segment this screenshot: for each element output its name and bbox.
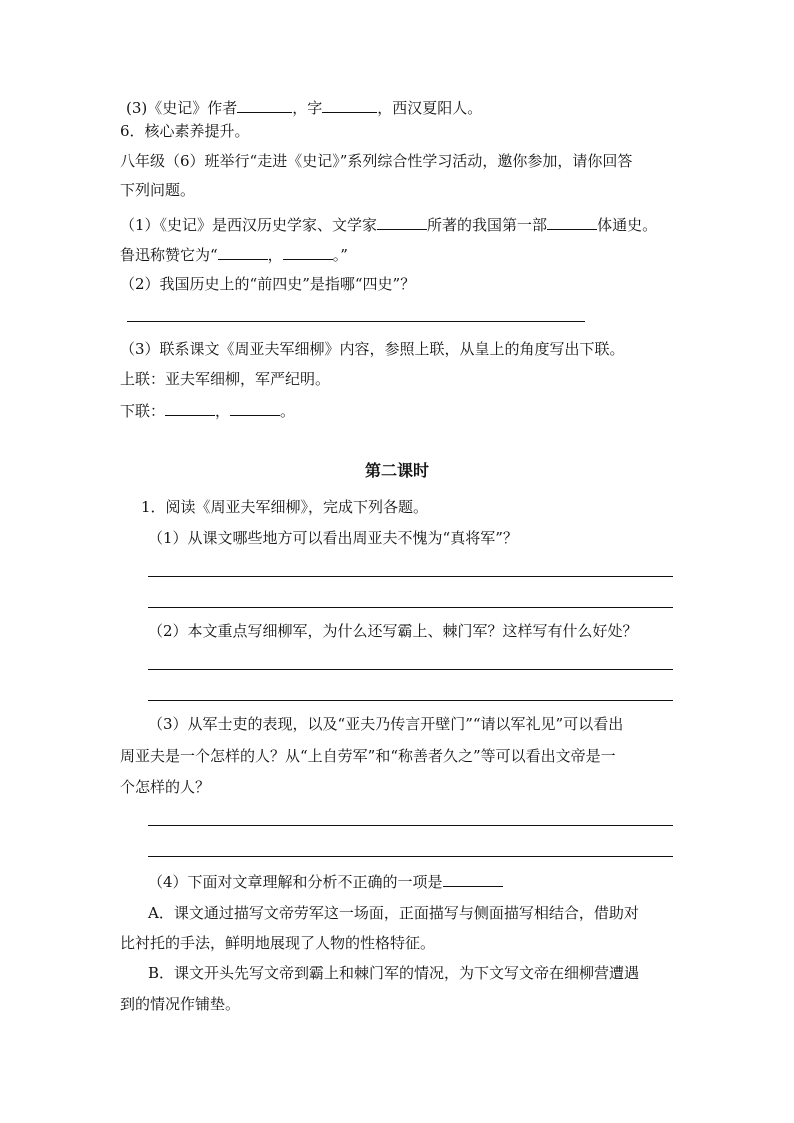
question-text: 所著的我国第一部 bbox=[427, 216, 548, 234]
question-line: （3）从军士吏的表现，以及“亚夫乃传言开壁门”“请以军礼见”可以看出 bbox=[148, 715, 624, 733]
question-text: （1）《史记》是西汉历史学家、文学家 bbox=[120, 216, 378, 234]
question-line: （1）从课文哪些地方可以看出周亚夫不愧为“真将军”？ bbox=[148, 529, 518, 547]
question-line bbox=[148, 870, 503, 892]
answer-line[interactable] bbox=[148, 669, 673, 670]
question-line: （2）我国历史上的“前四史”是指哪“四史”？ bbox=[120, 275, 416, 293]
option-a[interactable]: A．课文通过描写文帝劳军这一场面，正面描写与侧面描写相结合，借助对 bbox=[148, 904, 639, 922]
question-text: ， bbox=[267, 246, 283, 264]
answer-line[interactable] bbox=[148, 856, 673, 857]
answer-blank[interactable] bbox=[377, 213, 427, 230]
option-a-continued: 比衬托的手法，鲜明地展现了人物的性格特征。 bbox=[120, 934, 436, 952]
question-text: 。 bbox=[280, 402, 296, 420]
question-text: ， bbox=[215, 402, 231, 420]
question-line: （3）联系课文《周亚夫军细柳》内容，参照上联，从皇上的角度写出下联。 bbox=[120, 340, 625, 358]
question-heading: 1．阅读《周亚夫军细柳》，完成下列各题。 bbox=[141, 498, 429, 516]
question-line: 周亚夫是一个怎样的人？从“上自劳军”和“称善者久之”等可以看出文帝是一 bbox=[120, 747, 616, 765]
option-b-continued: 到的情况作铺垫。 bbox=[120, 995, 241, 1013]
answer-blank[interactable] bbox=[283, 243, 333, 260]
question-text: (3)《史记》作者 bbox=[126, 99, 238, 117]
question-line bbox=[120, 213, 657, 235]
answer-blank[interactable] bbox=[230, 399, 280, 416]
question-line bbox=[120, 399, 295, 421]
question-line bbox=[126, 96, 482, 118]
question-heading: 6．核心素养提升。 bbox=[120, 122, 250, 140]
answer-line[interactable] bbox=[148, 825, 673, 826]
answer-line[interactable] bbox=[127, 321, 585, 322]
intro-text: 八年级（6）班举行“走进《史记》”系列综合性学习活动，邀你参加，请你回答 bbox=[120, 152, 633, 170]
answer-blank[interactable] bbox=[443, 870, 503, 887]
upper-couplet: 上联：亚夫军细柳，军严纪明。 bbox=[120, 370, 331, 388]
answer-line[interactable] bbox=[148, 576, 673, 577]
question-text: ，字 bbox=[292, 99, 323, 117]
answer-line[interactable] bbox=[148, 607, 673, 608]
answer-blank[interactable] bbox=[165, 399, 215, 416]
question-line: （2）本文重点写细柳军，为什么还写霸上、棘门军？这样写有什么好处？ bbox=[148, 622, 638, 640]
question-text: 鲁迅称赞它为“ bbox=[120, 246, 218, 264]
question-text: 体通史。 bbox=[597, 216, 658, 234]
section-title: 第二课时 bbox=[364, 461, 429, 480]
question-text: 下联： bbox=[120, 402, 166, 420]
intro-text: 下列问题。 bbox=[120, 181, 196, 199]
question-line: 个怎样的人？ bbox=[120, 778, 211, 796]
question-text: （4）下面对文章理解和分析不正确的一项是 bbox=[148, 873, 443, 891]
question-text: 。” bbox=[332, 246, 348, 264]
answer-blank[interactable] bbox=[547, 213, 597, 230]
answer-blank[interactable] bbox=[237, 96, 292, 113]
answer-blank[interactable] bbox=[218, 243, 268, 260]
answer-blank[interactable] bbox=[322, 96, 377, 113]
answer-line[interactable] bbox=[148, 700, 673, 701]
question-text: ，西汉夏阳人。 bbox=[377, 99, 483, 117]
option-b[interactable]: B．课文开头先写文帝到霸上和棘门军的情况，为下文写文帝在细柳营遭遇 bbox=[148, 964, 640, 982]
question-line bbox=[120, 243, 348, 265]
